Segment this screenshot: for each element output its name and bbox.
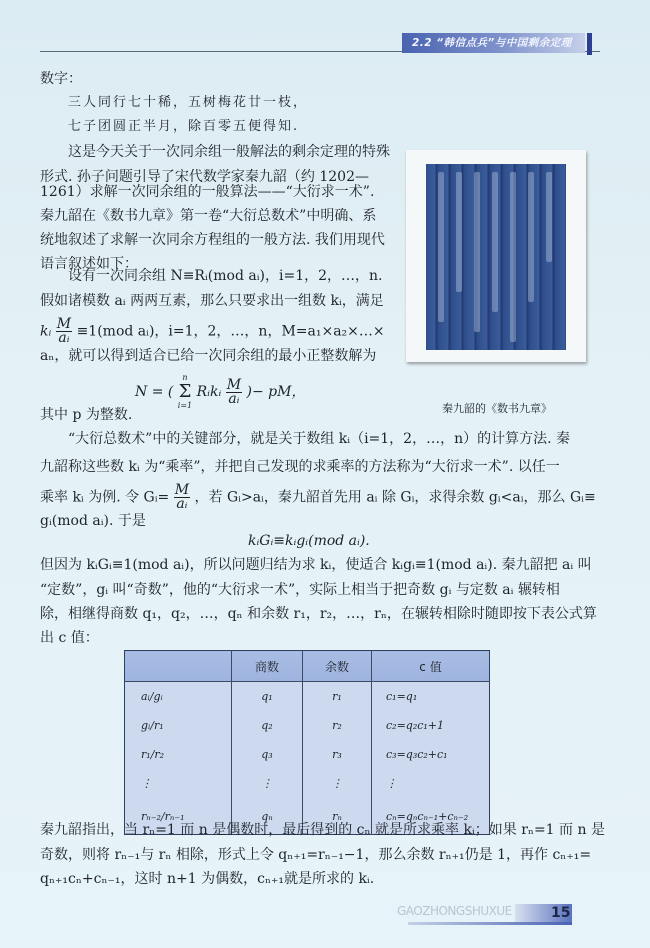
section-header-banner: 2.2 “韩信点兵”与中国剩余定理 bbox=[402, 33, 585, 53]
ancient-book-photo bbox=[426, 164, 566, 350]
paragraph-2-line-2: 假如诸模数 aᵢ 两两互素，那么只要求出一组数 kᵢ，满足 bbox=[40, 293, 384, 309]
poem-line-1: 三人同行七十稀，五树梅花廿一枝， bbox=[68, 95, 309, 110]
page-number: 15 bbox=[551, 905, 571, 921]
cell-division: aᵢ/gᵢ bbox=[141, 690, 163, 703]
table-header-quotient: 商数 bbox=[232, 651, 303, 682]
formula-fraction bbox=[226, 376, 242, 407]
fraction-denominator: aᵢ bbox=[58, 330, 70, 346]
formula-lhs: N = ( bbox=[135, 384, 174, 400]
cell-remainder: r₃ bbox=[303, 740, 372, 769]
fraction-M-over-a bbox=[174, 484, 190, 511]
paragraph-3: 其中 p 为整数. bbox=[40, 407, 133, 423]
paragraph-6-line-3: qₙ₊₁cₙ+cₙ₋₁，这时 n+1 为偶数，cₙ₊₁就是所求的 kᵢ. bbox=[40, 871, 375, 887]
paragraph-5-line-4: 出 c 值： bbox=[40, 630, 99, 646]
paragraph-5-line-2: “定数”，gᵢ 叫“奇数”，他的“大衍求一术”，实际上相当于把奇数 gᵢ 与定数 aᵢ 辗转相 bbox=[40, 582, 560, 598]
figure-caption: 秦九韶的《数书九章》 bbox=[442, 402, 552, 415]
cell-remainder: ⋮ bbox=[303, 769, 372, 798]
paragraph-4-line-4: gᵢ(mod aᵢ). 于是 bbox=[40, 513, 146, 529]
paragraph-1-line-3: 1261）求解一次同余组的一般算法——“大衍求一术”. bbox=[40, 184, 375, 200]
paragraph-6-line-2: 奇数，则将 rₙ₋₁与 rₙ 相除，形式上令 qₙ₊₁=rₙ₋₁−1，那么余数 rₙ₊₁仍是 1，再作 cₙ₊₁= bbox=[40, 847, 592, 863]
cell-c-value: c₂=q₂c₁+1 bbox=[372, 711, 490, 740]
intro-text: 数字： bbox=[40, 71, 82, 87]
paragraph-4-line-3 bbox=[40, 484, 596, 511]
table-header-c-value: c 值 bbox=[372, 651, 490, 682]
formula-term: Rᵢkᵢ bbox=[196, 384, 222, 400]
fraction-numerator: M bbox=[174, 482, 190, 498]
formula-rhs: )− pM， bbox=[246, 384, 306, 400]
paragraph-1-line-2: 形式. 孙子问题引导了宋代数学家秦九韶（约 1202— bbox=[40, 169, 369, 185]
footer-series-name: GAOZHONGSHUXUE bbox=[397, 904, 512, 918]
figure-frame bbox=[406, 150, 586, 362]
paragraph-2-line-4: aₙ，就可以得到适合已给一次同余组的最小正整数解为 bbox=[40, 348, 377, 364]
table-header-row bbox=[125, 651, 490, 682]
table-row bbox=[125, 711, 490, 740]
fraction-M-over-a bbox=[56, 318, 72, 345]
table-row bbox=[125, 740, 490, 769]
cell-quotient: qₙ bbox=[232, 798, 303, 835]
table-row bbox=[125, 682, 490, 712]
paragraph-1-line-1: 这是今天关于一次同余组一般解法的剩余定理的特殊 bbox=[40, 144, 390, 160]
cell-quotient: q₁ bbox=[232, 682, 303, 712]
cell-quotient: q₂ bbox=[232, 711, 303, 740]
fraction-numerator: M bbox=[226, 376, 242, 393]
paragraph-1-line-5: 统地叙述了求解一次同余方程组的一般方法. 我们用现代 bbox=[40, 232, 385, 248]
cell-division: rₙ₋₂/rₙ₋₁ bbox=[141, 809, 185, 823]
poem-line-2: 七子团圆正半月，除百零五便得知. bbox=[68, 119, 300, 134]
cell-division: ⋮ bbox=[141, 777, 152, 790]
cell-quotient: ⋮ bbox=[232, 769, 303, 798]
paragraph-5-line-3: 除，相继得商数 q₁，q₂，…，qₙ 和余数 r₁，r₂，…，rₙ，在辗转相除时随即按下表公式算 bbox=[40, 606, 597, 622]
line-end: ，若 Gᵢ>aᵢ，秦九韶首先用 aᵢ 除 Gᵢ，求得余数 gᵢ<aᵢ，那么 Gᵢ≡ bbox=[194, 489, 596, 506]
k-sub-i: kᵢ bbox=[40, 323, 52, 340]
sum-lower-limit: i=1 bbox=[177, 401, 193, 410]
paragraph-2-line-3 bbox=[40, 318, 385, 345]
cell-remainder: rₙ bbox=[303, 798, 372, 835]
paragraph-4-line-2: 九韶称这些数 kᵢ 为“乘率”，并把自己发现的求乘率的方法称为“大衍求一术”. 以任一 bbox=[40, 459, 560, 475]
cell-c-value: c₃=q₃c₂+c₁ bbox=[372, 740, 490, 769]
cell-c-value: c₁=q₁ bbox=[372, 682, 490, 712]
fraction-numerator: M bbox=[56, 316, 72, 332]
centered-formula: kᵢGᵢ≡kᵢgᵢ(mod aᵢ). bbox=[248, 533, 370, 549]
cell-quotient: q₃ bbox=[232, 740, 303, 769]
paragraph-5-line-1: 但因为 kᵢGᵢ≡1(mod aᵢ)，所以问题归结为求 kᵢ，使适合 kᵢgᵢ≡1(mod aᵢ). 秦九韶把 aᵢ 叫 bbox=[40, 557, 592, 573]
sum-upper-limit: n bbox=[182, 373, 188, 382]
cell-remainder: r₂ bbox=[303, 711, 372, 740]
paragraph-1-line-4: 秦九韶在《数书九章》第一卷“大衍总数术”中明确、系 bbox=[40, 208, 377, 224]
cell-remainder: r₁ bbox=[303, 682, 372, 712]
cell-division: gᵢ/r₁ bbox=[141, 719, 164, 732]
header-tab-marker bbox=[587, 33, 592, 55]
cell-c-value: cₙ=qₙcₙ₋₁+cₙ₋₂ bbox=[372, 798, 490, 835]
table-header-remainder: 余数 bbox=[303, 651, 372, 682]
footer-rule bbox=[408, 922, 572, 925]
paragraph-1-line-6: 语言叙述如下： bbox=[40, 256, 138, 272]
summation bbox=[178, 373, 192, 411]
c-value-table bbox=[124, 650, 490, 835]
table-row bbox=[125, 769, 490, 798]
fraction-denominator: aᵢ bbox=[228, 390, 240, 407]
table-header-blank bbox=[125, 651, 232, 682]
cell-c-value: ⋮ bbox=[372, 769, 490, 798]
congruence-condition: ≡1(mod aᵢ)，i=1，2，…，n，M=a₁×a₂×…× bbox=[76, 323, 385, 340]
main-formula bbox=[135, 373, 305, 411]
paragraph-6-line-1: 秦九韶指出，当 rₙ=1 而 n 是偶数时，最后得到的 cₙ 就是所求乘率 kᵢ；如果 rₙ=1 而 n 是 bbox=[40, 822, 605, 838]
fraction-denominator: aᵢ bbox=[176, 496, 188, 512]
line-start: 乘率 kᵢ 为例. 令 Gᵢ= bbox=[40, 489, 170, 506]
sigma-symbol: Σ bbox=[178, 381, 192, 402]
cell-division: r₁/r₂ bbox=[141, 748, 165, 761]
paragraph-4-line-1: “大衍总数术”中的关键部分，就是关于数组 kᵢ（i=1，2，…，n）的计算方法. 秦 bbox=[40, 431, 571, 447]
paragraph-2-line-1: 设有一次同余组 N≡Rᵢ(mod aᵢ)，i=1，2，…，n. bbox=[40, 268, 383, 284]
